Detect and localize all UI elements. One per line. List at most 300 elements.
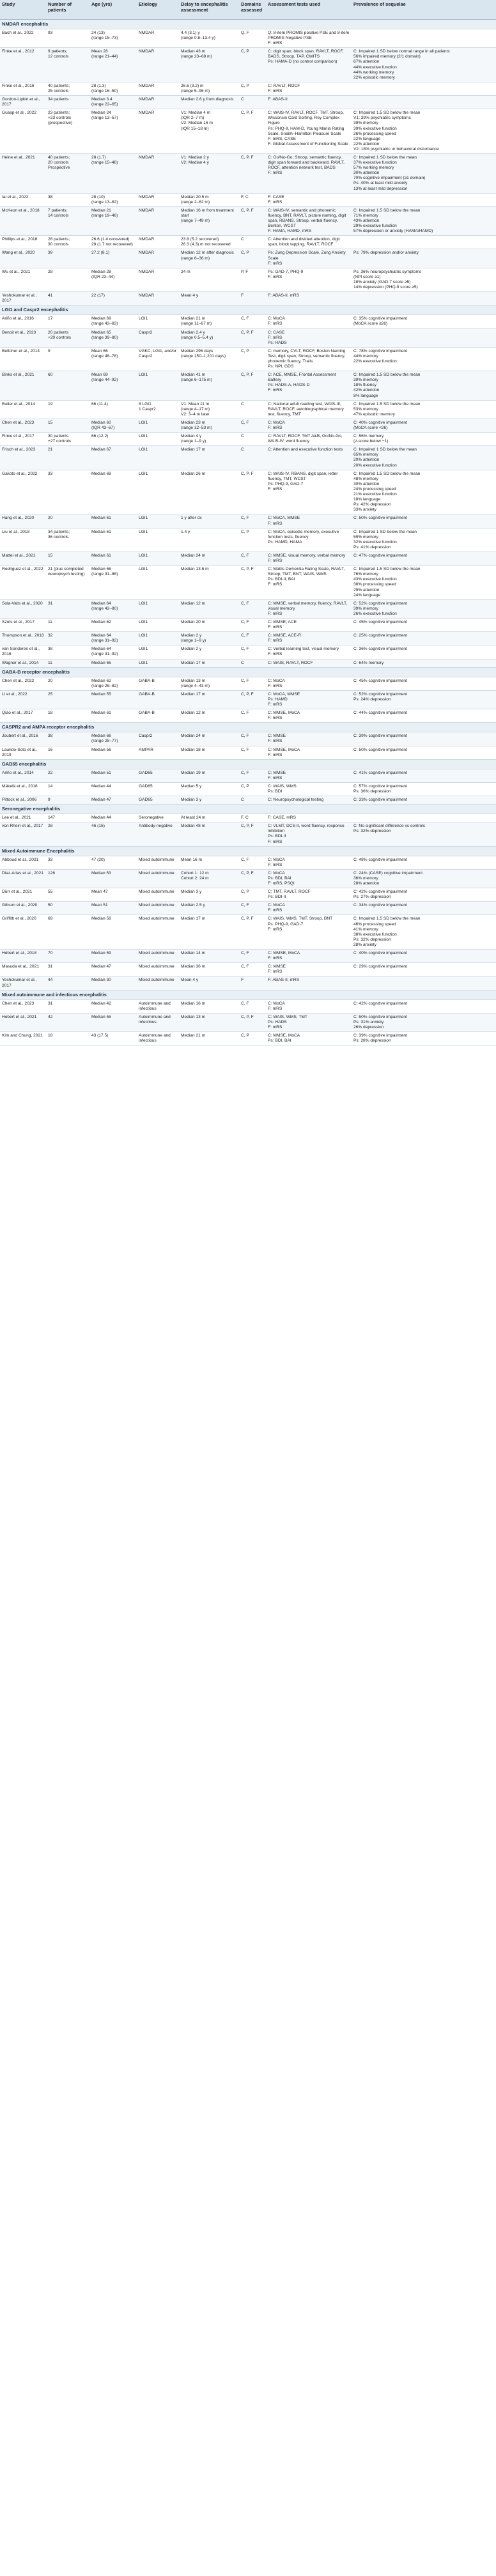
- cell-age: Median 56: [91, 747, 111, 752]
- cell-patients: 147: [48, 815, 56, 821]
- cell-etiology: LGI1: [139, 601, 148, 606]
- cell-tests: C: RAVLT, ROCF, TMT A&B, Go/No-Go, WAIS-IV, word fluency: [268, 434, 343, 444]
- section-header: LGI1 and Caspr2 encephalitis: [0, 305, 496, 315]
- cell-etiology: GAD65: [139, 798, 153, 803]
- cell-age: Median 55: [91, 691, 111, 697]
- cell-tests: C: Verbal learning test, visual memory F: mRS: [268, 647, 339, 657]
- cell-tests: C: Mattis Dementia Rating Scale, RAVLT, Stroop, TMT, BNT, WAIS, WMS Ps: BDI-II, BAI F: mRS: [268, 567, 345, 587]
- cell-delay: Median 2 y (range 1–9 y): [181, 633, 206, 644]
- cell-etiology: Mixed autoimmune: [139, 978, 174, 983]
- cell-patients: 38: [48, 734, 53, 739]
- table-row: [0, 976, 496, 990]
- cell-study: von Rhein et al., 2017: [2, 824, 43, 829]
- cell-domains: C, F: [241, 601, 249, 606]
- table-row: [0, 814, 496, 822]
- cell-etiology: NMDAR: [139, 194, 155, 199]
- table-row: [0, 154, 496, 194]
- cell-study: Ariño et al., 2014: [2, 770, 34, 775]
- table-row: [0, 677, 496, 691]
- cell-prevalence: C: 33% cognitive impairment: [353, 798, 407, 803]
- cell-etiology: NMDAR: [139, 251, 155, 256]
- cell-tests: C: MMSE, MoCA F: mRS: [268, 711, 300, 721]
- cell-study: Sola-Valls et al., 2020: [2, 601, 43, 606]
- cell-delay: Median 16 m: [181, 1001, 206, 1006]
- cell-etiology: Antibody-negative: [139, 824, 173, 829]
- cell-domains: C, F: [241, 711, 249, 716]
- cell-tests: C: WAIS-IV, semantic and phonemic fluency, BNT, RAVLT, picture naming, digit span, RBANS, Stroop, verbal fluency, Benton, WCST F: HAMA, HAMD, mRS: [268, 208, 346, 234]
- cell-prevalence: C: Impaired 1.5 SD below the mean 76% memory 43% executive function 38% processing speed 29% attention 24% language: [353, 567, 421, 598]
- cell-study: Laurido-Soto et al., 2019: [2, 747, 38, 757]
- cell-tests: C: Neuropsychological testing: [268, 798, 324, 803]
- cell-age: Median 47: [91, 964, 111, 969]
- cell-delay: V1: Median 4 m (IQR 2–7 m) V2: Median 16 m (IQR 15–18 m): [181, 111, 213, 131]
- table-row: [0, 194, 496, 207]
- cell-prevalence: C: 78% cognitive impairment 44% memory 22% executive function: [353, 348, 407, 364]
- cell-study: Wu et al., 2021: [2, 269, 31, 274]
- table-row: [0, 1032, 496, 1045]
- table-row: [0, 709, 496, 723]
- cell-tests: C: MoCA F: mRS: [268, 1001, 285, 1011]
- table-row: [0, 446, 496, 470]
- cell-domains: C, F: [241, 770, 249, 775]
- cell-study: Bach et al., 2022: [2, 31, 34, 35]
- cell-study: Chen et al., 2022: [2, 678, 35, 683]
- cell-etiology: Autoimmune and infectious: [139, 1001, 171, 1011]
- cell-prevalence: C: 50% cognitive impairment: [353, 747, 407, 752]
- section-header: GAD65 encephalitis: [0, 760, 496, 769]
- cell-etiology: GABA-B: [139, 678, 155, 683]
- cell-patients: 20 patients +20 controls: [48, 330, 72, 340]
- cell-delay: Median 17 m: [181, 660, 206, 665]
- cell-etiology: LGI1: [139, 516, 148, 521]
- cell-domains: C: [241, 447, 244, 452]
- cell-patients: 23 patients; +23 controls (prospective): [48, 111, 73, 126]
- cell-prevalence: C: 48% cognitive impairment: [353, 857, 407, 862]
- cell-prevalence: C: 34% cognitive impairment: [353, 903, 407, 908]
- table-row: [0, 48, 496, 82]
- cell-delay: Median 43 m (range 23–68 m): [181, 49, 212, 59]
- cell-domains: C, F: [241, 420, 249, 425]
- cell-study: Guasp et al., 2022: [2, 111, 36, 116]
- cell-patients: 9: [48, 798, 50, 803]
- cell-prevalence: C: Impaired 1 SD below normal range in all patients 56% impaired memory (2/1 domain) 67% attention 44% executive function 44% working memory 22% episodic memory: [353, 49, 450, 80]
- cell-delay: Mean 4 y: [181, 293, 199, 298]
- cell-age: Median 66 (range 31–86): [91, 567, 118, 577]
- cell-tests: C: MMSE, ACE F: mRS: [268, 620, 297, 630]
- cell-prevalence: C: 40% cognitive impairment (MoCA score <26): [353, 420, 407, 430]
- cell-age: Median 44: [91, 783, 111, 789]
- cell-etiology: NMDAR: [139, 237, 155, 242]
- cell-tests: C: digit span, block span, RAVLT, ROCF, BADS, Stroop, TAP, CWITS Ps: HAMA-D (no control comparison): [268, 49, 344, 65]
- cell-patients: 31: [48, 964, 53, 969]
- cell-tests: C: Go/No-Go, Stroop, semantic fluency, digit span forward and backward, RAVLT, ROCF, attention network test, BADS F: mRS: [268, 155, 345, 176]
- cell-prevalence: C: 42% cognitive impairment Ps: 27% depression: [353, 890, 407, 900]
- table-row: [0, 796, 496, 805]
- cell-delay: 1 y after dx: [181, 516, 202, 521]
- cell-prevalence: C: Impaired 1 SD below the mean 59% memory 32% executive function Ps: 41% depression: [353, 529, 417, 550]
- cell-domains: C, P, F: [241, 111, 254, 116]
- cell-tests: C: memory, CVLT, ROCF, Boston Naming Test, digit span, Stroop, semantic fluency, phonemic fluency, Trails Ps: NPI, GDS: [268, 348, 346, 369]
- cell-tests: Q: 8-item PROMIS positive PSE and 8-item PROMIS Negative PSE F: mRS: [268, 31, 350, 46]
- cell-delay: Median 20 m: [181, 620, 206, 624]
- table-row: [0, 566, 496, 600]
- cell-age: Median 64 (range 31–92): [91, 647, 118, 657]
- header-prevalence: Prevalence of sequelae: [353, 1, 406, 7]
- cell-study: Benoit et al., 2023: [2, 330, 36, 335]
- cell-delay: Median 12 m after diagnosis (range 6–36 m): [181, 251, 234, 261]
- cell-delay: Median 21 m (range 11–67 m): [181, 316, 212, 327]
- cell-age: 28 (1.3) (range 16–50): [91, 83, 118, 93]
- cell-etiology: NMDAR: [139, 111, 155, 116]
- cell-patients: 60: [48, 373, 53, 378]
- cell-tests: F: ABAS-II: [268, 97, 288, 102]
- cell-delay: Median 2.6 y from diagnosis: [181, 97, 234, 102]
- cell-study: Lee et al., 2021: [2, 815, 31, 821]
- cell-patients: 28 patients; 30 controls: [48, 237, 70, 247]
- cell-delay: Median 18 m: [181, 747, 206, 752]
- cell-patients: 40 patients; 25 controls: [48, 83, 70, 93]
- cell-etiology: Mixed autoimmune: [139, 964, 174, 969]
- cell-age: Mean 47: [91, 890, 108, 895]
- cell-domains: C, F: [241, 747, 249, 752]
- cell-etiology: AMPAR: [139, 747, 153, 752]
- cell-patients: 70: [48, 951, 53, 956]
- cell-tests: F: CASE, mRS: [268, 815, 296, 821]
- cell-etiology: Mixed autoimmune: [139, 870, 174, 875]
- cell-age: 47 (20): [91, 857, 105, 862]
- cell-prevalence: C: Impaired 1.5 SD below the mean 39% memory 18% fluency 42% attention 8% language: [353, 373, 421, 398]
- table-row: [0, 528, 496, 552]
- table-row: [0, 315, 496, 328]
- cell-etiology: LGI1: [139, 420, 148, 425]
- cell-tests: C: MoCA, episodic memory, executive function tests, fluency Ps: HAMD, HAMA: [268, 529, 339, 544]
- table-row: [0, 822, 496, 846]
- cell-tests: C: MoCA F: mRS: [268, 903, 285, 913]
- cell-etiology: Autoimmune and infectious: [139, 1033, 171, 1044]
- cell-etiology: NMDAR: [139, 155, 155, 160]
- cell-prevalence: C: 29% cognitive impairment: [353, 964, 407, 969]
- cell-study: Masuda et al., 2021: [2, 964, 39, 969]
- cell-age: Mean 51: [91, 903, 108, 908]
- table-row: [0, 732, 496, 746]
- cell-domains: C, P, F: [241, 471, 254, 476]
- cell-delay: 1.4 y: [181, 529, 190, 534]
- cell-age: Median 66 (range 25–77): [91, 734, 118, 744]
- cell-study: Mattei et al., 2021: [2, 553, 36, 558]
- cell-delay: Cohort 1: 12 m Cohort 2: 24 m: [181, 870, 209, 881]
- cell-prevalence: Ps: 36% neuropsychiatric symptoms (NPI score ≥1) 18% anxiety (GAD-7 score ≥5) 14% depression (PHQ-9 score ≥5): [353, 269, 422, 290]
- cell-delay: Median 5 y: [181, 783, 202, 789]
- table-row: [0, 470, 496, 515]
- cell-age: 46 (15): [91, 824, 105, 829]
- table-row: [0, 268, 496, 292]
- cell-tests: C: Attention and executive function tests: [268, 447, 343, 452]
- cell-tests: C: MMSE, MoCA F: mRS: [268, 951, 300, 961]
- cell-age: Median 68: [91, 471, 111, 476]
- cell-tests: C: MoCA, MMSE F: mRS: [268, 516, 300, 526]
- cell-patients: 15: [48, 553, 53, 558]
- cell-domains: C, P, F: [241, 870, 254, 875]
- table-row: [0, 915, 496, 950]
- cell-etiology: NMDAR: [139, 269, 155, 274]
- cell-patients: 93: [48, 31, 53, 35]
- cell-etiology: LGI1: [139, 373, 148, 378]
- cell-delay: Median 4 y (range 1–9 y): [181, 434, 206, 444]
- cell-etiology: Autoimmune and infectious: [139, 1014, 171, 1024]
- table-row: [0, 552, 496, 566]
- table-row: [0, 433, 496, 446]
- cell-etiology: GAD65: [139, 770, 153, 775]
- cell-patients: 11: [48, 660, 52, 665]
- cell-domains: C, P: [241, 783, 249, 789]
- table-row: [0, 1000, 496, 1014]
- cell-etiology: LGI1: [139, 620, 148, 624]
- cell-prevalence: C: 52% cognitive impairment Ps: 24% depression: [353, 691, 407, 702]
- cell-patients: 20: [48, 516, 53, 521]
- cell-delay: Median 2.5 y: [181, 903, 205, 908]
- cell-delay: Median 17 m: [181, 447, 206, 452]
- cell-domains: F: [241, 978, 244, 983]
- cell-delay: Median 12 m: [181, 711, 206, 716]
- cell-patients: 38: [48, 647, 53, 652]
- cell-prevalence: C: 25% cognitive impairment: [353, 633, 407, 638]
- section-header: GABA-B receptor encephalitis: [0, 668, 496, 677]
- cell-study: Finke et al., 2016: [2, 83, 35, 88]
- cell-domains: C: [241, 798, 244, 803]
- cell-etiology: LGI1: [139, 316, 148, 321]
- cell-tests: F: ABAS-II, mRS: [268, 293, 300, 298]
- cell-domains: C, P: [241, 83, 249, 88]
- cell-patients: 34 patients: [48, 97, 69, 102]
- cell-study: Qiao et al., 2017: [2, 711, 33, 716]
- cell-patients: 19: [48, 401, 53, 406]
- cell-domains: P, F: [241, 269, 249, 274]
- table-row: [0, 619, 496, 632]
- table-row: [0, 329, 496, 348]
- cell-domains: C, F: [241, 734, 249, 739]
- cell-domains: C, F: [241, 857, 249, 862]
- cell-domains: C, P, F: [241, 1014, 254, 1019]
- cell-etiology: VGKC, LGI1, and/or Caspr2: [139, 348, 177, 359]
- cell-study: Galioto et al., 2022: [2, 471, 38, 476]
- cell-age: Median 67: [91, 447, 111, 452]
- cell-delay: 23.8 (5.2 recovered) 26.3 (4.3) m not recovered: [181, 237, 231, 247]
- cell-delay: Mean 4 y: [181, 978, 199, 983]
- cell-domains: C, F: [241, 964, 249, 969]
- cell-prevalence: C: Impaired 1 SD below the mean 37% executive function 57% working memory 30% attention 70% cognitive impairment (≥1 domain) Ps: 40% at least mild anxiety 13% at least mild depression: [353, 155, 426, 191]
- cell-tests: C: MMSE, visual memory, verbal memory F: mRS: [268, 553, 346, 564]
- cell-delay: Median 21 m: [181, 1033, 206, 1038]
- table-row: [0, 249, 496, 268]
- cell-delay: Median 16 m from treatment start (range 7–49 m): [181, 208, 234, 223]
- table-row: [0, 401, 496, 419]
- cell-domains: C, F: [241, 516, 249, 521]
- cell-delay: Median 41 m (range 6–175 m): [181, 373, 212, 383]
- cell-patients: 55: [48, 890, 53, 895]
- cell-age: Median 28 (IQR 23–44): [91, 269, 115, 279]
- cell-tests: C: WAIS, RAVLT, ROCF: [268, 660, 313, 665]
- table-row: [0, 963, 496, 976]
- cell-age: 66 (11.4): [91, 401, 108, 406]
- cell-prevalence: C: 56% memory (z-score below −1): [353, 434, 389, 444]
- cell-tests: C: WAIS, WMS, TMT Ps: HADS F: mRS: [268, 1014, 307, 1030]
- cell-etiology: Seronegative: [139, 815, 164, 821]
- cell-study: Frisch et al., 2023: [2, 447, 36, 452]
- cell-prevalence: [352, 96, 496, 98]
- table-row: [0, 870, 496, 888]
- cell-age: 28 (10) (range 13–62): [91, 194, 118, 204]
- cell-domains: C, P, F: [241, 373, 254, 378]
- cell-prevalence: C: 52% cognitive impairment 39% memory 26% executive function: [353, 601, 407, 616]
- cell-tests: Ps: Zung Depression Scale, Zung Anxiety Scale F: mRS: [268, 251, 346, 266]
- cell-domains: C, P: [241, 529, 249, 534]
- cell-patients: 69: [48, 916, 53, 922]
- cell-delay: Median 48 m: [181, 824, 206, 829]
- cell-domains: C, P, F: [241, 824, 254, 829]
- cell-domains: C, F: [241, 647, 249, 652]
- cell-study: Mäkelä et al., 2018: [2, 783, 38, 789]
- table-row: [0, 856, 496, 870]
- cell-study: Joubert et al., 2016: [2, 734, 38, 739]
- cell-etiology: LGI1: [139, 567, 148, 572]
- cell-tests: F: CASE F: mRS: [268, 194, 284, 204]
- cell-delay: Median 20.5 m (range 2–62 m): [181, 194, 210, 204]
- cell-delay: 24 m: [181, 269, 190, 274]
- cell-study: Pittock et al., 2006: [2, 798, 37, 803]
- cell-tests: C: MoCA F: mRS: [268, 857, 285, 867]
- cell-tests: C: Attention and divided attention, digit span, block tapping, RAVLT, ROCF: [268, 237, 340, 247]
- table-body: [0, 20, 496, 1045]
- cell-etiology: Mixed autoimmune: [139, 890, 174, 895]
- cell-tests: C: MoCA Ps: BDI, BAI F: mRS, PSQI: [268, 870, 295, 886]
- header-domains: Domains assessed: [241, 1, 263, 13]
- cell-etiology: NMDAR: [139, 208, 155, 213]
- cell-tests: C: MMSE, MoCA F: mRS: [268, 747, 300, 757]
- cell-delay: Mean 16 m: [181, 857, 202, 862]
- cell-domains: C, P: [241, 1033, 249, 1038]
- cell-patients: 30 patients +27 controls: [48, 434, 72, 444]
- cell-study: van Sonderen et al., 2016: [2, 647, 40, 657]
- cell-prevalence: C: 36% cognitive impairment: [353, 647, 407, 652]
- table-row: [0, 207, 496, 236]
- sequelae-table: [0, 0, 496, 1045]
- cell-domains: C, P: [241, 251, 249, 256]
- cell-age: Mean 66 (range 46–78): [91, 348, 118, 359]
- cell-delay: Median 23 m (range 12–53 m): [181, 420, 212, 430]
- header-study: Study: [2, 1, 15, 7]
- cell-domains: C: [241, 660, 244, 665]
- cell-study: Wang et al., 2020: [2, 251, 35, 256]
- cell-age: Median 61: [91, 711, 111, 716]
- cell-study: Hebert et al., 2021: [2, 1014, 37, 1019]
- cell-prevalence: C: 64% memory: [353, 660, 384, 665]
- cell-age: 24 (13) (range 15–73): [91, 31, 118, 41]
- cell-prevalence: C: 50% cognitive impairment Ps: 31% anxiety 26% depression: [353, 1014, 407, 1030]
- cell-patients: 40 patients; 20 controls Prospective: [48, 155, 70, 171]
- cell-study: Chen et al., 2023: [2, 420, 35, 425]
- cell-patients: 31: [48, 1001, 53, 1006]
- cell-prevalence: C: 44% cognitive impairment: [353, 711, 407, 716]
- cell-etiology: GABA-B: [139, 711, 155, 716]
- cell-domains: C, P, F: [241, 567, 254, 572]
- cell-prevalence: C: 35% cognitive impairment (MoCA score ≤26): [353, 316, 407, 327]
- cell-domains: C, P, F: [241, 691, 254, 697]
- cell-patients: 21: [48, 447, 53, 452]
- cell-prevalence: C: 40% cognitive impairment: [353, 951, 407, 956]
- cell-delay: V1: Median 2 y V2: Median 4 y: [181, 155, 209, 166]
- cell-delay: At least 24 m: [181, 815, 206, 821]
- cell-delay: Median 24 m: [181, 553, 206, 558]
- cell-delay: Median 13 m (range 4–43 m): [181, 678, 210, 688]
- cell-domains: C, P, F: [241, 155, 254, 160]
- cell-study: Iai et al., 2022: [2, 194, 29, 199]
- cell-domains: C, F: [241, 620, 249, 624]
- cell-patients: 38: [48, 194, 53, 199]
- header-etiology: Etiology: [139, 1, 158, 7]
- cell-delay: Median 12 m: [181, 601, 206, 606]
- cell-patients: 22: [48, 770, 53, 775]
- cell-age: 27.2 (8.1): [91, 251, 110, 256]
- cell-delay: Median 19 m: [181, 770, 206, 775]
- cell-etiology: GAD65: [139, 783, 153, 789]
- cell-domains: C: [241, 97, 244, 102]
- cell-patients: 33: [48, 857, 53, 862]
- cell-tests: C: MoCA F: mRS: [268, 678, 285, 688]
- cell-tests: C: MMSE, verbal memory, fluency, RAVLT, visual memory F: mRS: [268, 601, 348, 616]
- section-header: Seronegative encephalitis: [0, 805, 496, 814]
- cell-etiology: NMDAR: [139, 293, 155, 298]
- cell-study: Yeshokumar et al., 2017: [2, 978, 37, 988]
- cell-study: Gibson et al., 2020: [2, 903, 38, 908]
- table-row: [0, 96, 496, 109]
- table-header: [0, 0, 496, 20]
- cell-etiology: NMDAR: [139, 97, 155, 102]
- cell-patients: 42: [48, 1014, 53, 1019]
- cell-patients: 7 patients; 14 controls: [48, 208, 69, 218]
- cell-prevalence: [352, 194, 496, 196]
- header-tests: Assessment tests used: [268, 1, 321, 7]
- table-row: [0, 645, 496, 659]
- cell-patients: 9: [48, 348, 50, 353]
- cell-domains: C, F: [241, 1001, 249, 1006]
- cell-patients: 28: [48, 824, 53, 829]
- cell-patients: 41: [48, 293, 53, 298]
- cell-etiology: Caspr2: [139, 330, 153, 335]
- cell-patients: 44: [48, 978, 53, 983]
- cell-age: Mean 69 (range 44–92): [91, 373, 118, 383]
- cell-prevalence: [352, 29, 496, 32]
- cell-tests: C: MoCA, MMSE Ps: HAMD F: mRS: [268, 691, 300, 707]
- cell-patients: 14: [48, 783, 53, 789]
- table-row: [0, 1014, 496, 1032]
- cell-prevalence: [352, 329, 496, 332]
- cell-prevalence: C: Impaired 1.5 SD below the mean 46% processing speed 41% memory 38% executive function Ps: 32% depression 28% anxiety: [353, 916, 421, 947]
- cell-study: Yeshokumar et al., 2017: [2, 293, 37, 304]
- cell-age: Median 69 (range 43–83): [91, 316, 118, 327]
- section-header: Mixed Autoimmune Encephalitis: [0, 847, 496, 856]
- cell-study: Finke et al., 2012: [2, 49, 35, 54]
- cell-tests: C: RAVLT, ROCF F: mRS: [268, 83, 300, 93]
- cell-etiology: Mixed autoimmune: [139, 903, 174, 908]
- table-row: [0, 950, 496, 963]
- cell-etiology: LGI1: [139, 647, 148, 652]
- cell-tests: C: WAIS, WMS Ps: BDI: [268, 783, 297, 794]
- cell-prevalence: C: 45% cognitive impairment: [353, 620, 407, 624]
- cell-study: Chen et al., 2023: [2, 1001, 35, 1006]
- table-row: [0, 659, 496, 668]
- table-row: [0, 691, 496, 709]
- cell-etiology: NMDAR: [139, 83, 155, 88]
